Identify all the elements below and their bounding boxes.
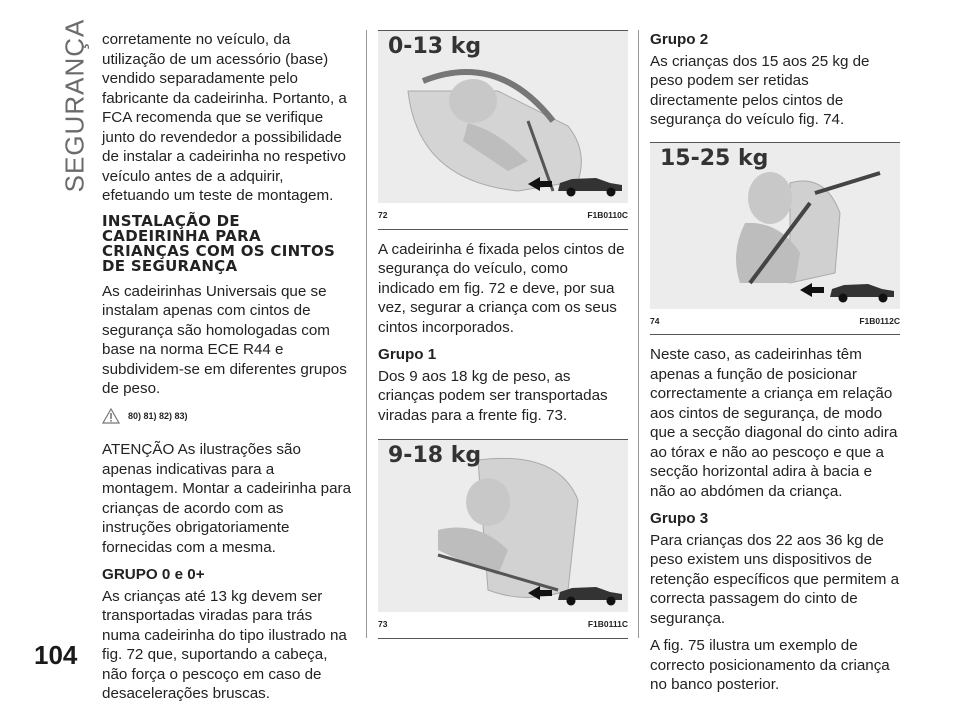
figure-code: F1B0111C: [587, 619, 628, 629]
arrow-left-icon: [528, 586, 552, 600]
car-with-arrow: [798, 275, 898, 305]
arrow-left-icon: [528, 177, 552, 191]
reference-numbers: 80) 81) 82) 83): [128, 410, 188, 421]
figure-caption: [650, 309, 900, 335]
figure-weight-label: 9-18 kg: [388, 443, 482, 468]
car-side-icon: [830, 284, 894, 303]
car-side-icon: [558, 178, 622, 197]
column-divider: [366, 30, 367, 638]
figure-weight-label: 15-25 kg: [660, 145, 769, 171]
figure-illustration: [378, 440, 628, 612]
subheading-group-3: Grupo 3: [650, 510, 709, 527]
figure-73: [378, 439, 628, 639]
figure-74: [650, 142, 900, 336]
paragraph: As cadeirinhas Universais que se instalam apenas com cintos de segurança são homologadas com base na norma ECE R44 e subdividem-se em diferentes grupos de peso.: [102, 282, 347, 397]
column-divider: [638, 30, 639, 638]
figure-illustration: [378, 31, 628, 203]
figure-number: 74: [650, 315, 660, 326]
arrow-left-icon: [800, 283, 824, 297]
paragraph: A fig. 75 ilustra um exemplo de correcto posicionamento da criança no banco posterior.: [650, 637, 890, 693]
warning-references: [102, 407, 352, 427]
car-side-icon: [558, 587, 622, 606]
paragraph: As crianças dos 15 aos 25 kg de peso podem ser retidas directamente pelos cintos de segurança do veículo fig. 74.: [650, 52, 870, 128]
paragraph: Para crianças dos 22 aos 36 kg de peso existem uns dispositivos de retenção específicos que permitem a correcta passagem do cinto de segurança.: [650, 531, 900, 627]
figure-caption: [378, 612, 628, 638]
section-tab: [26, 18, 90, 193]
paragraph: A cadeirinha é fixada pelos cintos de segurança do veículo, como indicado em fig. 72 e deve, por sua vez, segurar a criança com os seus cintos incorporados.: [378, 240, 625, 336]
paragraph: Neste caso, as cadeirinhas têm apenas a função de posicionar correctamente a criança em relação aos cintos de segurança, de modo que a secção diagonal do cinto adira ao tórax e não ao pescoço e que a secção horizontal adira à bacia e não ao abdómen da criança.: [650, 346, 898, 500]
figure-code: F1B0110C: [587, 210, 628, 220]
subheading-group-1: Grupo 1: [378, 346, 437, 363]
section-heading: INSTALAÇÃO DE CADEIRINHA PARA CRIANÇAS COM OS CINTOS DE SEGURANÇA: [102, 211, 336, 275]
subheading-group-0: GRUPO 0 e 0+: [102, 566, 205, 583]
subheading-group-2: Grupo 2: [650, 31, 709, 48]
paragraph: Dos 9 aos 18 kg de peso, as crianças podem ser transportadas viradas para a frente fig. 73.: [378, 367, 608, 424]
column-right: [650, 30, 900, 703]
figure-number: 72: [378, 210, 388, 220]
warning-triangle-icon: [102, 408, 120, 424]
car-with-arrow: [526, 578, 626, 608]
section-title: SEGURANÇA: [59, 18, 90, 193]
paragraph: corretamente no veículo, da utilização de um acessório (base) vendido separadamente pelo fabricante da cadeirinha. Portanto, a FCA recomenda que se verifique junto do revendedor a possibilidade de instalar a cadeirinha no respetivo veículo antes de a adquirir, efetuando um teste de montagem.: [102, 31, 347, 204]
figure-weight-label: 0-13 kg: [388, 34, 482, 59]
page-number: 104: [34, 640, 78, 670]
column-middle: [378, 30, 628, 649]
figure-caption: [378, 203, 628, 229]
figure-72: [378, 30, 628, 230]
figure-number: 73: [378, 619, 388, 629]
paragraph: As crianças até 13 kg devem ser transportadas viradas para trás numa cadeirinha do tipo ilustrado na fig. 72 que, suportando a cabeça, não força o pescoço em caso de desacelerações bruscas.: [102, 587, 347, 702]
figure-illustration: [650, 143, 900, 309]
column-left: [102, 30, 352, 712]
car-with-arrow: [526, 169, 626, 199]
attention-paragraph: ATENÇÃO As ilustrações são apenas indicativas para a montagem. Montar a cadeirinha para crianças de acordo com as instruções obrigatoriamente fornecidas com a mesma.: [102, 441, 352, 556]
figure-code: F1B0112C: [859, 315, 900, 326]
